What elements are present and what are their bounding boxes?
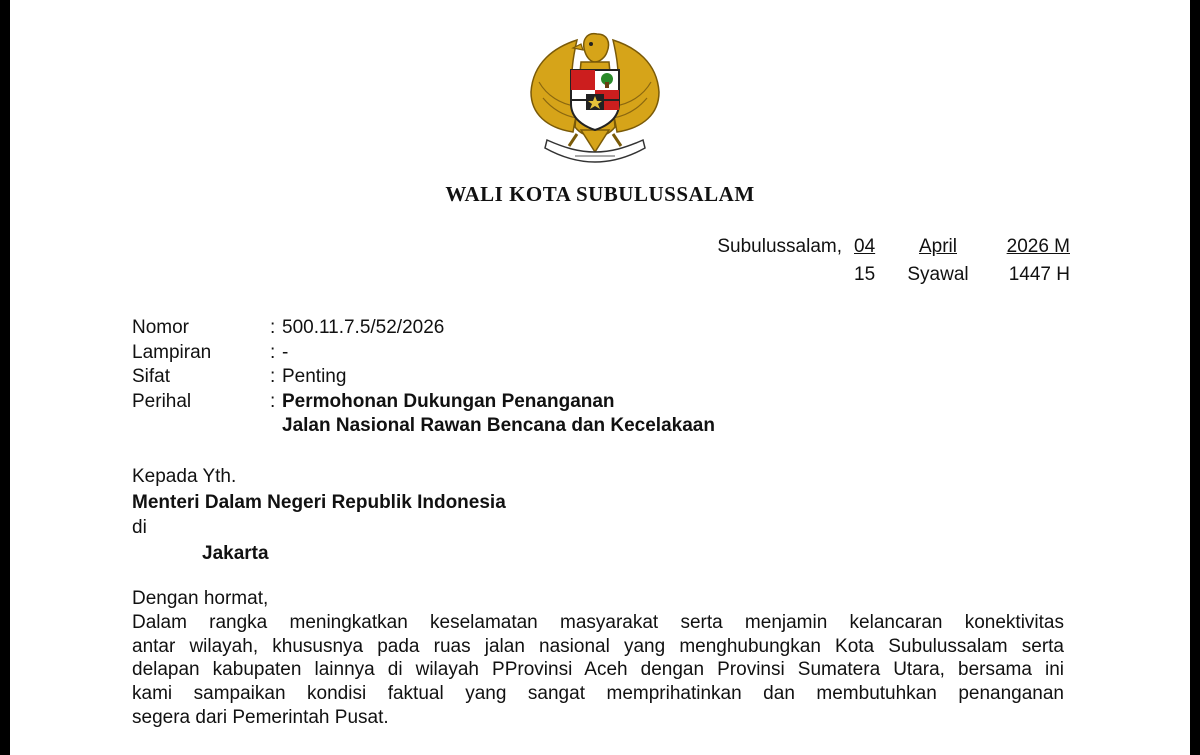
meta-separator: : [270,341,276,363]
address-block [132,464,506,566]
body-line: antar wilayah, khususnya pada ruas jalan nasional yang menghubungkan Kota Subulussalam serta [132,635,1064,657]
garuda-emblem-icon [525,22,665,164]
meta-row-nomor [132,317,715,342]
meta-label: Sifat [132,366,171,387]
address-di: di [132,517,147,538]
address-greeting: Kepada Yth. [132,466,237,487]
meta-value: 500.11.7.5/52/2026 [282,317,445,338]
body-line: segera dari Pemerintah Pusat. [132,706,389,728]
date-month: April [918,236,957,257]
body-line: kami sampaikan kondisi faktual yang sangat memprihatinkan dan membutuhkan penanganan [132,683,1064,705]
letter-page [10,0,1190,755]
date-year: 2026 M [1006,236,1070,257]
meta-value: Penting [282,366,347,387]
letter-meta [132,317,715,439]
meta-separator: : [270,390,276,412]
date-day: 04 [854,236,876,257]
meta-separator: : [270,366,276,387]
meta-label: Lampiran [132,341,212,363]
date-hijri [700,264,1070,292]
meta-label: Nomor [132,317,190,338]
letter-body [132,587,1064,730]
meta-value: Permohonan Dukungan Penanganan [282,390,615,412]
perihal-line-2: Jalan Nasional Rawan Bencana dan Kecelakaan [282,415,715,436]
meta-separator: : [270,317,276,338]
meta-row-sifat [132,366,715,391]
hijri-day: 15 [854,264,876,285]
hijri-year: 1447 H [1008,264,1070,285]
meta-row-perihal [132,391,715,416]
date-place: Subulussalam, [717,236,842,257]
address-recipient: Menteri Dalam Negeri Republik Indonesia [132,491,506,513]
meta-row-lampiran [132,342,715,367]
body-line: Dalam rangka meningkatkan keselamatan masyarakat serta menjamin kelancaran konektivitas [132,611,1064,633]
body-salutation: Dengan hormat, [132,588,269,609]
body-line: delapan kabupaten lainnya di wilayah PProvinsi Aceh dengan Provinsi Sumatera Utara, bersama ini [132,659,1064,681]
hijri-month: Syawal [907,264,969,285]
meta-label: Perihal [132,390,192,412]
date-block [700,236,1070,292]
date-masehi [700,236,1070,264]
address-city: Jakarta [202,542,269,564]
meta-value: - [282,341,289,363]
letter-title: WALI KOTA SUBULUSSALAM [445,182,755,206]
